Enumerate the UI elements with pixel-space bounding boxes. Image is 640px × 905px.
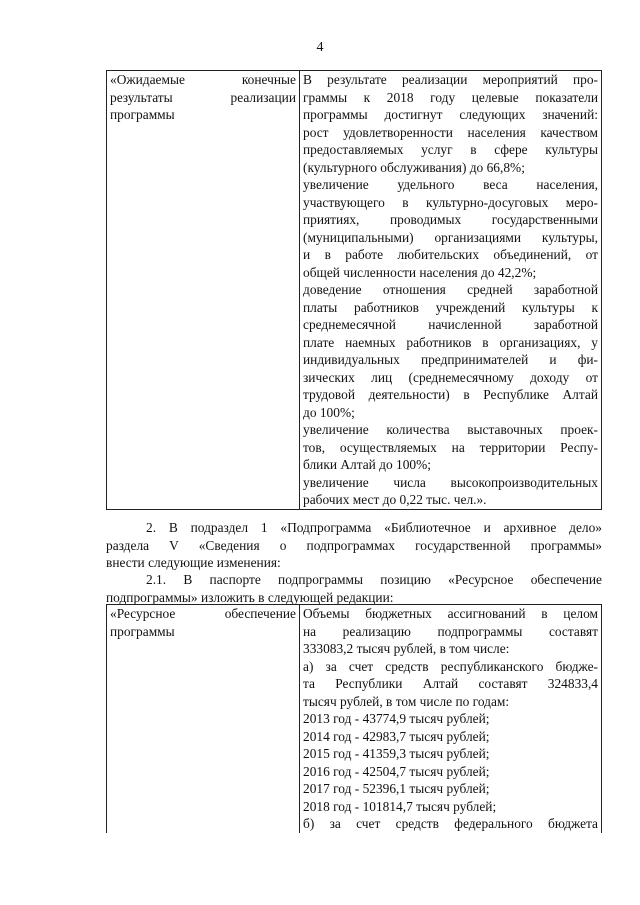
label-line: «Ожидаемые конечные bbox=[110, 72, 296, 87]
row-content-cell bbox=[300, 605, 602, 833]
text-line: увеличение количества выставочных проек- bbox=[303, 422, 598, 437]
paragraph-line: внести следующие изменения: bbox=[106, 555, 281, 570]
text-line: Объемы бюджетных ассигнований в целом bbox=[303, 606, 598, 621]
text-line: до 100%; bbox=[303, 404, 355, 420]
text-line: индивидуальных предпринимателей и фи- bbox=[303, 352, 598, 367]
label-line: программы bbox=[110, 623, 175, 639]
text-line: рост удовлетворенности населения качеством bbox=[303, 124, 598, 140]
table-row bbox=[107, 71, 602, 510]
text-line: (культурного обслуживания) до 66,8%; bbox=[303, 159, 525, 175]
label-line: результаты реализации bbox=[110, 89, 296, 105]
text-line: и в работе любительских объединений, от bbox=[303, 247, 598, 262]
paragraph-line: раздела V «Сведения о подпрограммах государственной программы» bbox=[106, 537, 602, 553]
text-line: среднемесячной начисленной заработной bbox=[303, 317, 598, 332]
text-line: приятиях, проводимых государственными bbox=[303, 212, 598, 227]
text-line: платы работников учреждений культуры к bbox=[303, 299, 598, 315]
row-label-cell bbox=[107, 71, 300, 510]
text-line: участвующего в культурно-досуговых меро- bbox=[303, 194, 598, 210]
table-row bbox=[107, 605, 602, 833]
text-line: 2016 год - 42504,7 тысяч рублей; bbox=[303, 763, 490, 779]
text-line: 2013 год - 43774,9 тысяч рублей; bbox=[303, 711, 490, 726]
text-line: 2017 год - 52396,1 тысяч рублей; bbox=[303, 781, 490, 796]
paragraph-line: 2.1. В паспорте подпрограммы позицию «Ресурсное обеспечение bbox=[146, 572, 602, 587]
text-line: 2014 год - 42983,7 тысяч рублей; bbox=[303, 728, 490, 744]
row-label-cell bbox=[107, 605, 300, 833]
text-line: тысяч рублей, в том числе по годам: bbox=[303, 693, 510, 709]
text-line: увеличение удельного веса населения, bbox=[303, 177, 598, 192]
text-line: программы достигнут следующих значений: bbox=[303, 107, 598, 122]
text-line: 333083,2 тысяч рублей, в том числе: bbox=[303, 641, 510, 656]
text-line: б) за счет средств федерального бюджета bbox=[303, 816, 598, 831]
text-line: 2015 год - 41359,3 тысяч рублей; bbox=[303, 746, 490, 761]
label-line: «Ресурсное обеспечение bbox=[110, 606, 296, 621]
page-number: 4 bbox=[316, 40, 324, 55]
text-line: тов, осуществляемых на территории Респу- bbox=[303, 439, 598, 455]
text-line: общей численности населения до 42,2%; bbox=[303, 264, 537, 280]
row-content-cell bbox=[300, 71, 602, 510]
text-line: трудовой деятельности) в Республике Алтай bbox=[303, 387, 598, 402]
text-line: а) за счет средств республиканского бюдже- bbox=[303, 658, 598, 674]
paragraph-line: подпрограммы» изложить в следующей редакции: bbox=[106, 589, 394, 605]
text-line: плате наемных работников в организациях, у bbox=[303, 334, 598, 350]
expected-results-table bbox=[106, 70, 602, 510]
text-line: увеличение числа высокопроизводительных bbox=[303, 474, 598, 490]
amendment-subparagraph bbox=[106, 571, 602, 606]
label-line: программы bbox=[110, 107, 175, 122]
paragraph-line: 2. В подраздел 1 «Подпрограмма «Библиотечное и архивное дело» bbox=[146, 520, 602, 535]
text-line: блики Алтай до 100%; bbox=[303, 457, 431, 472]
amendment-paragraph bbox=[106, 519, 602, 572]
text-line: граммы к 2018 году целевые показатели bbox=[303, 89, 598, 105]
text-line: (муниципальными) организациями культуры, bbox=[303, 229, 598, 245]
text-line: В результате реализации мероприятий про- bbox=[303, 72, 598, 87]
text-line: та Республики Алтай составят 324833,4 bbox=[303, 676, 598, 691]
text-line: зических лиц (среднемесячному доходу от bbox=[303, 369, 598, 385]
text-line: 2018 год - 101814,7 тысяч рублей; bbox=[303, 798, 497, 814]
text-line: доведение отношения средней заработной bbox=[303, 282, 598, 297]
text-line: рабочих мест до 0,22 тыс. чел.». bbox=[303, 492, 487, 507]
text-line: на реализацию подпрограммы составят bbox=[303, 623, 598, 639]
text-line: предоставляемых услуг в сфере культуры bbox=[303, 142, 598, 157]
resource-provision-table bbox=[106, 604, 602, 833]
